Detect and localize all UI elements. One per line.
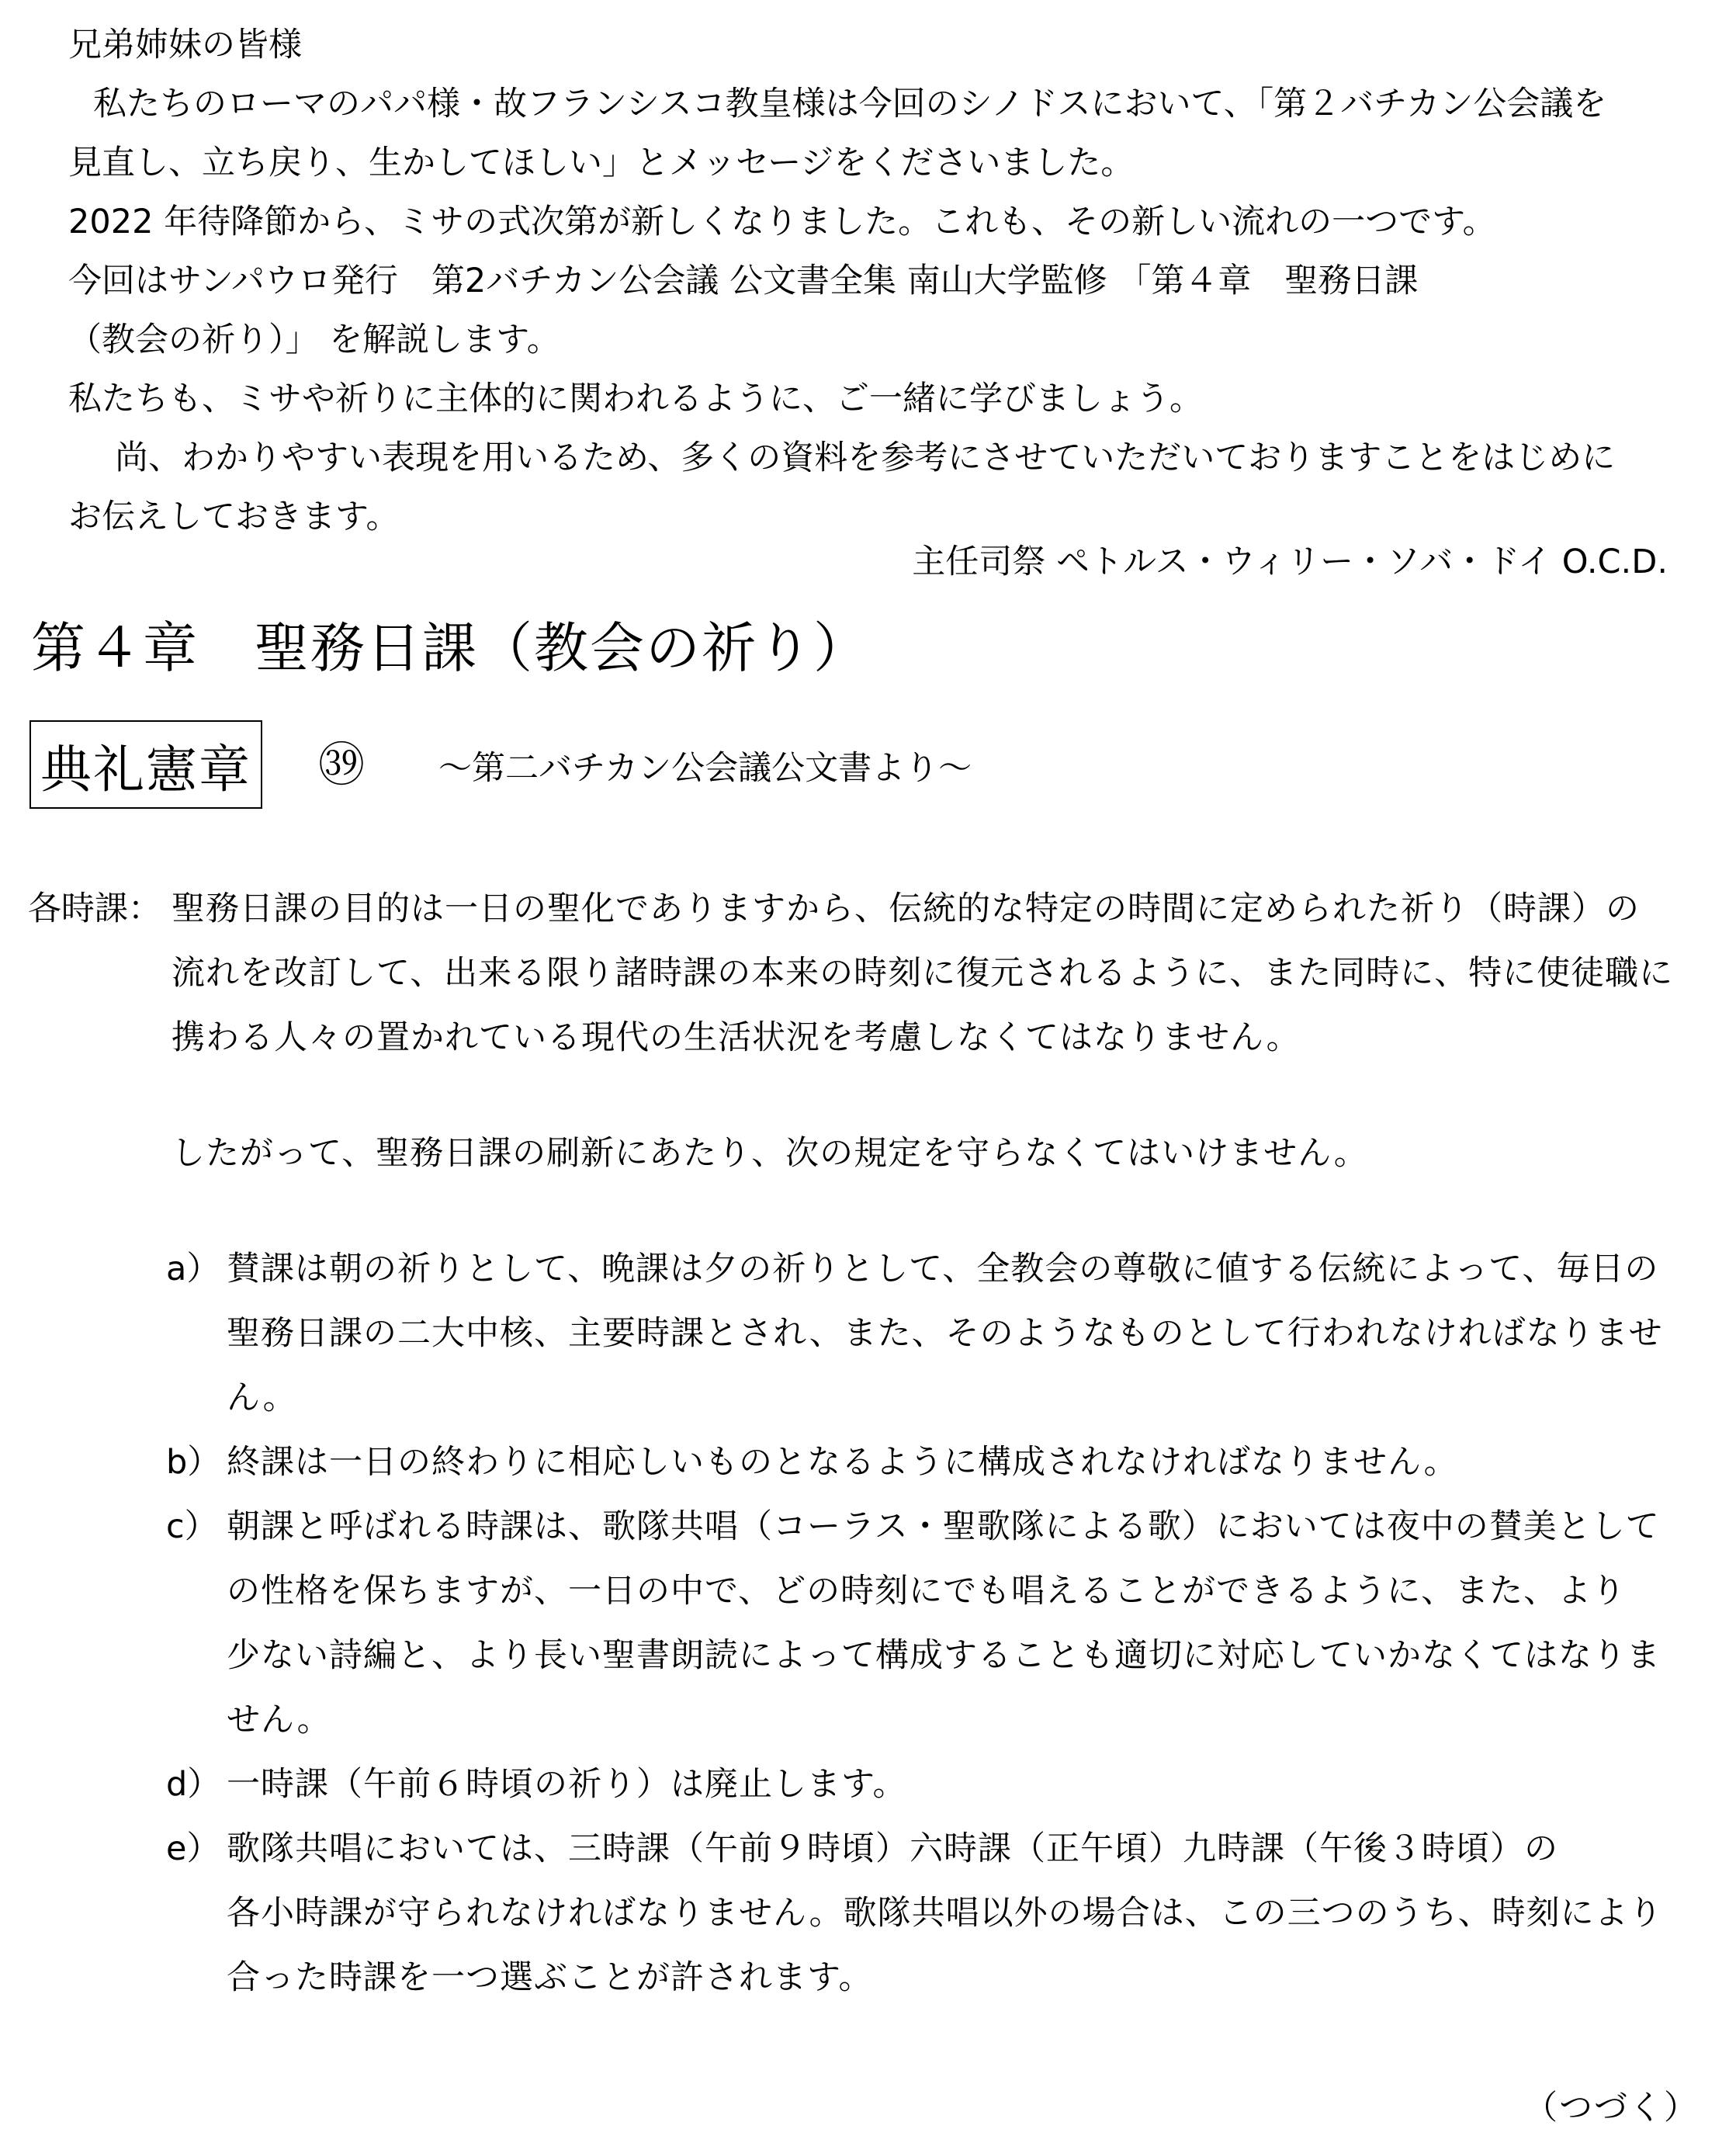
term-description: [172, 877, 1720, 1070]
item-label: c）: [166, 1507, 218, 1546]
signature: 主任司祭 ペトルス・ウィリー・ソバ・ドイ O.C.D.: [912, 543, 1668, 581]
intro-line: 尚、わかりやすい表現を用いるため、多くの資料を参考にさせていただいておりますことをはじめに: [115, 439, 1616, 477]
chapter-title: 第４章 聖務日課（教会の祈り）: [31, 616, 869, 680]
item-text: [227, 1817, 1663, 2010]
list-item: [166, 1753, 1720, 1817]
item-line: 歌隊共唱においては、三時課（午前９時頃）六時課（正午頃）九時課（午後３時頃）の: [227, 1829, 1558, 1868]
intro-line: お伝えしておきます。: [68, 498, 400, 536]
term-row: [28, 877, 1720, 1070]
therefore-paragraph: [172, 1122, 1720, 1186]
item-label: d）: [166, 1765, 221, 1804]
therefore-line: したがって、聖務日課の刷新にあたり、次の規定を守らなくてはいけません。: [172, 1134, 1368, 1173]
item-text: [227, 1237, 1663, 1430]
article-body: [28, 877, 1720, 2010]
item-line: の性格を保ちますが、一日の中で、どの時刻にでも唱えることができるように、また、より: [227, 1572, 1627, 1611]
item-text: [227, 1753, 907, 1817]
item-line: 聖務日課の二大中核、主要時課とされ、また、そのようなものとして行われなければなりませ: [227, 1314, 1663, 1353]
provision-list: [166, 1237, 1720, 2010]
intro-line: 2022 年待降節から、ミサの式次第が新しくなりました。これも、その新しい流れの一つです。: [68, 203, 1496, 241]
continued-note: （つづく）: [1524, 2089, 1699, 2127]
list-item: [166, 1495, 1720, 1753]
article-number: ㊴: [318, 738, 365, 792]
intro-line: 見直し、立ち戻り、生かしてほしい」とメッセージをくださいました。: [68, 144, 1135, 182]
item-label: b）: [166, 1443, 221, 1482]
intro-line: 私たちのローマのパパ様・故フランシスコ教皇様は今回のシノドスにおいて、「第２バチカン公会議を: [93, 85, 1607, 123]
item-line: 各小時課が守られなければなりません。歌隊共唱以外の場合は、この三つのうち、時刻により: [227, 1894, 1663, 1933]
item-line: 朝課と呼ばれる時課は、歌隊共唱（コーラス・聖歌隊による歌）においては夜中の賛美として: [227, 1507, 1660, 1546]
item-line: 賛課は朝の祈りとして、晩課は夕の祈りとして、全教会の尊敬に値する伝統によって、毎日の: [227, 1250, 1659, 1288]
item-text: [227, 1430, 1458, 1495]
intro-line: （教会の祈り）」 を解説します。: [68, 321, 560, 359]
source-note: ～第二バチカン公会議公文書より～: [438, 749, 972, 788]
greeting: 兄弟姉妹の皆様: [68, 26, 302, 64]
item-line: 少ない詩編と、より長い聖書朗読によって構成することも適切に対応していかなくてはなりま: [227, 1636, 1661, 1675]
description-line: 携わる人々の置かれている現代の生活状況を考慮しなくてはなりません。: [172, 1018, 1301, 1057]
intro-line: 今回はサンパウロ発行 第2バチカン公会議 公文書全集 南山大学監修 「第４章 聖務日課: [68, 262, 1419, 300]
list-item: [166, 1237, 1720, 1430]
item-line: 合った時課を一つ選ぶことが許されます。: [227, 1958, 873, 1997]
item-line: ん。: [227, 1378, 297, 1417]
list-item: [166, 1430, 1720, 1495]
intro-letter: [68, 16, 1698, 546]
term-label: 各時課：: [28, 889, 161, 928]
intro-line: 私たちも、ミサや祈りに主体的に関われるように、ご一緒に学びましょう。: [68, 380, 1203, 418]
item-label: e）: [166, 1829, 220, 1868]
item-text: [227, 1495, 1661, 1753]
description-line: 流れを改訂して、出来る限り諸時課の本来の時刻に復元されるように、また同時に、特に使徒職に: [172, 954, 1674, 993]
item-label: a）: [166, 1250, 220, 1288]
item-line: 一時課（午前６時頃の祈り）は廃止します。: [227, 1765, 907, 1804]
constitution-label: 典礼憲章: [40, 739, 251, 799]
constitution-label-box: [29, 720, 262, 809]
description-line: 聖務日課の目的は一日の聖化でありますから、伝統的な特定の時間に定められた祈り（時課）の: [172, 889, 1640, 928]
item-line: 終課は一日の終わりに相応しいものとなるように構成されなければなりません。: [227, 1443, 1458, 1482]
item-line: せん。: [227, 1701, 331, 1739]
list-item: [166, 1817, 1720, 2010]
